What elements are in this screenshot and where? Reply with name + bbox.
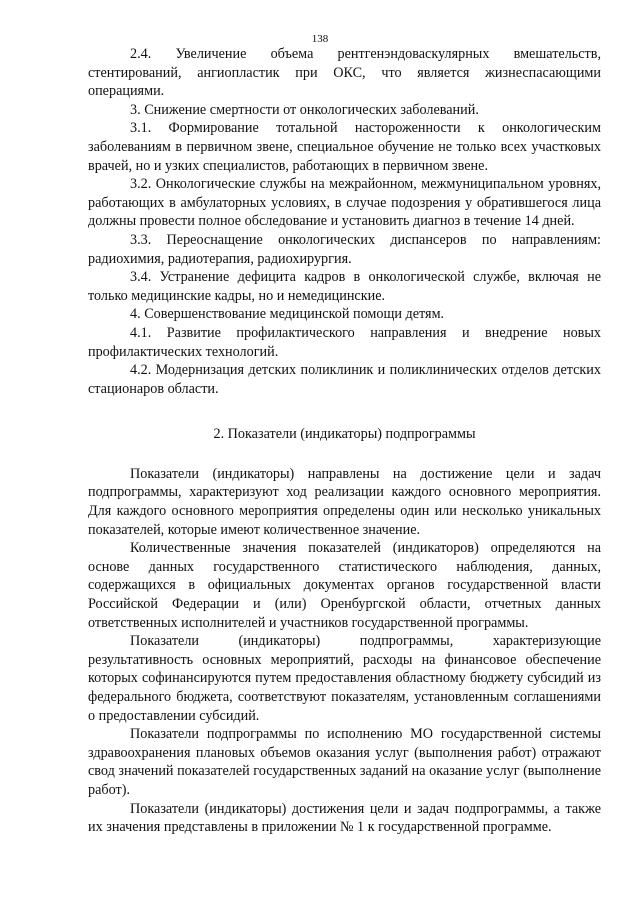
paragraph: Показатели подпрограммы по исполнению МО государственной системы здравоохранения плановых объемов оказания услуг (выполнения работ) отражают свод значений показателей государственных заданий на оказание услуг (выполнение работ).: [88, 726, 601, 798]
document-body: [88, 45, 601, 837]
paragraph: 3. Снижение смертности от онкологических заболеваний.: [130, 101, 479, 118]
paragraph: 4. Совершенствование медицинской помощи детям.: [130, 306, 445, 323]
section-heading: 2. Показатели (индикаторы) подпрограммы: [213, 426, 476, 443]
paragraph: Показатели (индикаторы) направлены на достижение цели и задач подпрограммы, характеризуют ход реализации каждого основного мероприятия. Для каждого основного мероприятия определены один или несколько уникальных показателей, которые имеют количественное значение.: [88, 465, 601, 538]
paragraph: 2.4. Увеличение объема рентгенэндоваскулярных вмешательств, стентирований, ангиопластик при ОКС, что является жизнеспасающими операциями.: [88, 46, 601, 100]
paragraph: 3.4. Устранение дефицита кадров в онкологической службе, включая не только медицинские кадры, но и немедицинские.: [88, 269, 601, 304]
paragraph: 4.1. Развитие профилактического направления и внедрение новых профилактических технологий.: [88, 324, 601, 360]
paragraph: 3.3. Переоснащение онкологических диспансеров по направлениям: радиохимия, радиотерапия, радиохирургия.: [88, 231, 601, 267]
paragraph: 4.2. Модернизация детских поликлиник и поликлинических отделов детских стационаров области.: [88, 362, 601, 397]
paragraph: Показатели (индикаторы) подпрограммы, характеризующие результативность основных мероприятий, расходы на финансовое обеспечение которых софинансируются путем предоставления областному бюджету субсидий из федерального бюджета, соответствуют показателям, установленным соглашениями о предоставлении субсидий.: [88, 633, 601, 724]
paragraph: Показатели (индикаторы) достижения цели и задач подпрограммы, а также их значения представлены в приложении № 1 к государственной программе.: [88, 800, 601, 836]
paragraph: 3.2. Онкологические службы на межрайонном, межмуниципальном уровнях, работающих в амбулаторных условиях, в случае подозрения у обратившегося лица должны провести полное обследование и установить диагноз в течение 14 дней.: [88, 176, 601, 230]
paragraph: 3.1. Формирование тотальной настороженности к онкологическим заболеваниям в первичном звене, специальное обучение не только всех участковых врачей, но и узких специалистов, работающих в первичном звене.: [88, 120, 601, 174]
paragraph: Количественные значения показателей (индикаторов) определяются на основе данных государственного статистического наблюдения, данных, содержащихся в официальных документах органов государственной власти Российской Федерации и (или) Оренбургской области, отчетных данных ответственных исполнителей и участников государственной программы.: [88, 540, 601, 631]
page-number: 138: [311, 33, 329, 45]
